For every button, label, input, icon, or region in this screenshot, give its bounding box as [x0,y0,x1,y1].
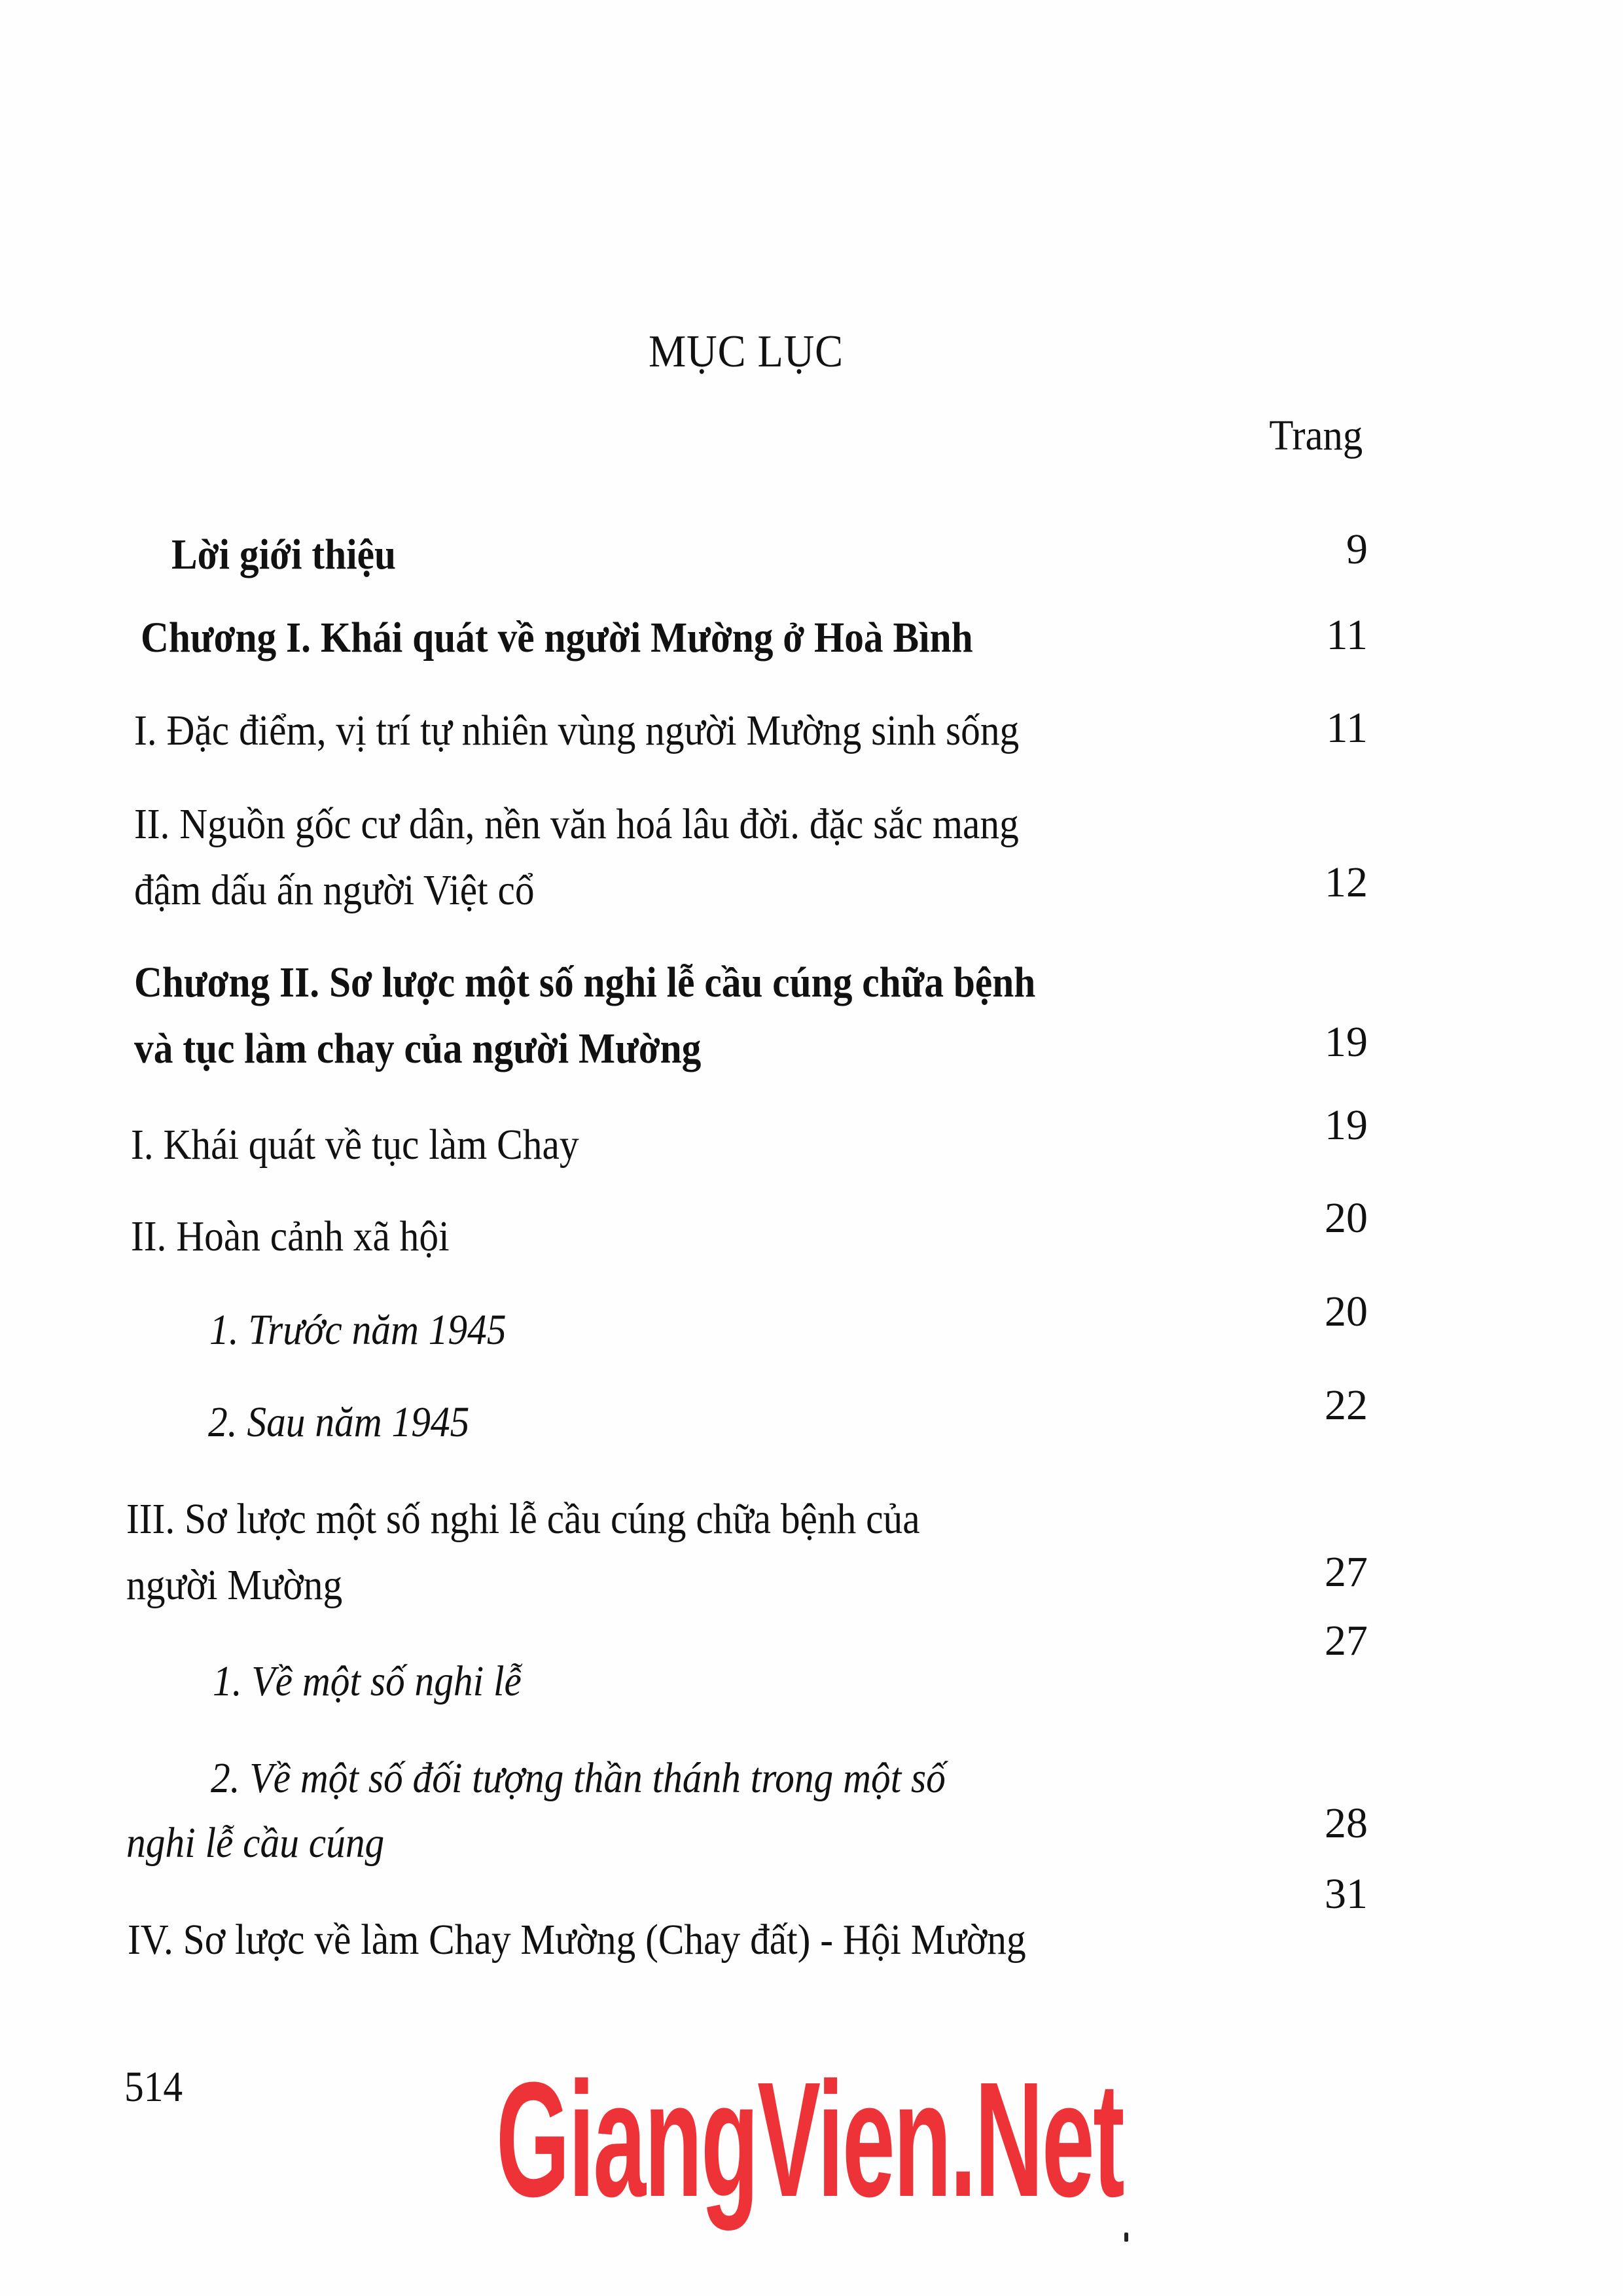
toc-entry-page: 19 [1325,1018,1368,1066]
toc-entry-title-line-2: nghi lễ cầu cúng [126,1819,385,1867]
toc-entry-chapter-2[interactable] [0,957,1623,1009]
toc-entry-section-1-1[interactable] [0,705,1623,757]
toc-entry-title: Chương I. Khái quát về người Mường ở Hoà Bình [141,614,973,662]
toc-entry-title: II. Hoàn cảnh xã hội [131,1212,450,1260]
scan-speck [1124,2233,1128,2242]
toc-entry-title: 1. Về một số nghi lễ [213,1657,522,1705]
toc-entry-subsection-2-3-1[interactable] [0,1617,1623,1708]
toc-entry-section-2-2[interactable] [0,1194,1623,1263]
toc-entry-chapter-1[interactable] [0,612,1623,664]
toc-entry-title-line-2: người Mường [126,1561,343,1609]
toc-entry-page: 27 [1325,1617,1368,1665]
toc-entry-title-line-1: III. Sơ lược một số nghi lễ cầu cúng chữa bệnh của [126,1495,920,1543]
toc-entry-title: 2. Sau năm 1945 [208,1398,470,1446]
toc-entry-chapter-2-cont[interactable] [0,1018,1623,1075]
toc-entry-title: I. Đặc điểm, vị trí tự nhiên vùng người Mường sinh sống [134,707,1020,754]
toc-entry-page: 11 [1326,611,1368,659]
toc-entry-page: 20 [1325,1288,1368,1335]
toc-entry-subsection-2-2-2[interactable] [0,1381,1623,1449]
toc-entry-page: 9 [1346,525,1368,573]
toc-entry-section-1-2-cont[interactable] [0,858,1623,917]
toc-entry-title-line-1: II. Nguồn gốc cư dân, nền văn hoá lâu đời. đặc sắc mang [134,800,1019,848]
page-title: MỤC LỤC [648,327,844,377]
toc-entry-section-2-3-cont[interactable] [0,1548,1623,1612]
toc-entry-title-line-1: Chương II. Sơ lược một số nghi lễ cầu cúng chữa bệnh [134,959,1036,1006]
toc-entry-section-1-2[interactable] [0,798,1623,851]
toc-entry-section-2-1[interactable] [0,1101,1623,1171]
toc-entry-title: I. Khái quát về tục làm Chay [131,1121,579,1169]
toc-entry-page: 20 [1325,1194,1368,1242]
toc-entry-title: Lời giới thiệu [171,531,397,578]
toc-entry-page: 28 [1325,1799,1368,1847]
toc-entry-page: 27 [1325,1548,1368,1596]
toc-entry-title: 1. Trước năm 1945 [209,1306,507,1354]
toc-entry-title-line-2: đậm dấu ấn người Việt cổ [134,866,535,914]
toc-entry-subsection-2-3-2-cont[interactable] [0,1799,1623,1869]
toc-entry-page: 19 [1325,1101,1368,1149]
toc-entry-title: IV. Sơ lược về làm Chay Mường (Chay đất) - Hội Mường [128,1916,1026,1964]
toc-entry-section-2-4[interactable] [0,1870,1623,1966]
toc-entry-subsection-2-2-1[interactable] [0,1288,1623,1356]
toc-entry-title-line-2: và tục làm chay của người Mường [134,1025,702,1072]
toc-entry-subsection-2-3-2[interactable] [0,1752,1623,1805]
page-number: 514 [124,2063,183,2111]
toc-entry-page: 22 [1325,1381,1368,1429]
toc-entry-page: 11 [1326,704,1368,752]
toc-entry-introduction[interactable] [0,525,1623,581]
page-column-header: Trang [1269,412,1363,459]
toc-entry-section-2-3[interactable] [0,1493,1623,1545]
watermark-logo: GiangVien.Net [496,2048,1124,2231]
toc-entry-title-line-1: 2. Về một số đối tượng thần thánh trong một số [211,1754,946,1802]
toc-entry-page: 12 [1325,858,1368,906]
toc-entry-page: 31 [1325,1870,1368,1918]
